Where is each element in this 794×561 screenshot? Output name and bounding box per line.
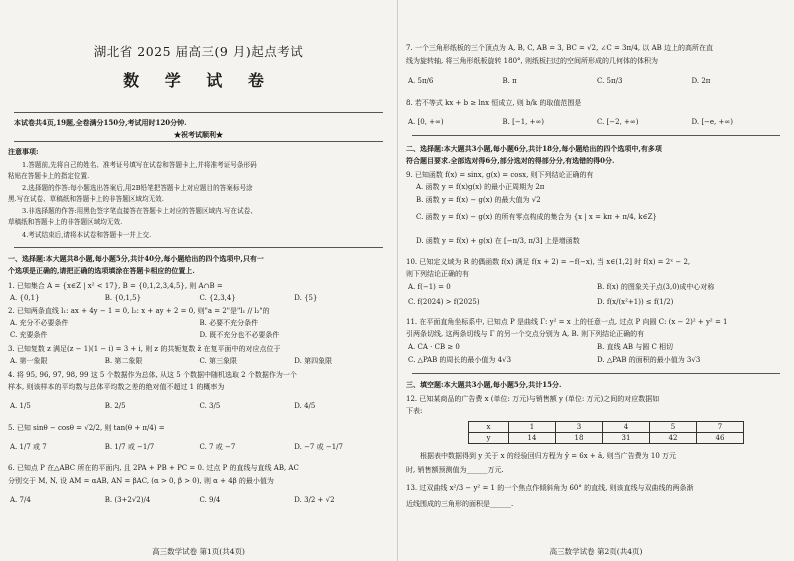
exam-page-2 [397,0,794,561]
table-row [469,422,744,433]
exam-title: 湖北省 2025 届高三(9 月)起点考试 [93,44,304,59]
question-4-options [0,402,397,411]
question-5: 5. 已知 sinθ − cosθ = √2/2, 则 tan(θ + π/4) = [8,424,165,432]
option-a: A. 第一象限 [10,357,48,365]
question-5-options [0,443,397,452]
data-table [468,421,744,444]
option-d: D. 2π [691,77,711,85]
divider [412,135,780,136]
exam-intro: 本试卷共4页,19题,全卷满分150分,考试用时120分钟. [14,119,187,127]
question-11: 引两条切线, 这两条切线与 Γ 的另一个交点分别为 A, B. 则下列结论正确的有 [406,330,645,338]
section2-header: 二、选择题:本大题共3小题,每小题6分,共计18分,每小题给出的四个选项中,有多项 [406,145,662,153]
table-cell: 46 [697,433,744,444]
question-6-options [0,496,397,505]
section1-header: 一、选择题:本大题共8小题,每小题5分,共计40分,每小题给出的四个选项中,只有一 [8,255,264,263]
subject-title: 数 学 试 卷 [123,71,274,90]
table-cell: 14 [509,433,556,444]
option-b: B. π [502,77,517,85]
question-9: 9. 已知函数 f(x) = sinx, g(x) = cosx, 则下列结论正确的有 [406,171,594,179]
notice-line: 黑.写在试卷、草稿纸和答题卡上的非答题区域均无效. [8,195,164,203]
option-c: C. f(2024) > f(2025) [408,298,480,306]
question-9-option-d: D. 函数 y = f(x) + g(x) 在 [−π/3, π/3] 上是增函数 [416,237,580,245]
option-b: B. f(x) 的图象关于点(3,0)成中心对称 [597,283,715,291]
option-a: A. [0, +∞) [408,118,444,126]
section2-header: 符合题目要求.全部选对得6分,部分选对的得部分分,有选错的得0分. [406,157,615,165]
question-7: 线为旋转轴, 将三角形纸板旋转 180°, 则纸板扫过的空间所形成的几何体的体积为 [406,57,658,65]
option-b: B. 直线 AB 与圆 C 相切 [597,343,674,351]
question-7-options [398,77,794,86]
table-cell: 7 [697,422,744,433]
question-6: 分别交于 M, N, 设 AM = αAB, AN = βAC, (α > 0, β > 0), 则 α + 4β 的最小值为 [8,477,274,485]
notice-line: 4.考试结束后,请将本试卷和答题卡一并上交. [22,231,152,239]
option-b: B. (3+2√2)/4 [104,496,151,504]
option-b: B. [−1, +∞) [502,118,545,126]
table-header-cell: x [469,422,509,433]
option-a: A. 充分不必要条件 [10,319,69,327]
question-8-options [398,118,794,127]
question-13: 近线围成的三角形的面积是______. [406,500,514,508]
question-12: 下表: [406,407,423,415]
option-a: A. {0,1} [10,294,40,302]
option-d: D. −7 或 −1/7 [294,443,343,451]
question-11-options [398,356,794,365]
option-d: D. △PAB 的面积的最小值为 3√3 [597,356,701,364]
question-2-options [0,319,397,328]
option-b: B. 必要不充分条件 [199,319,259,327]
table-header-cell: y [469,433,509,444]
question-2-options [0,331,397,340]
option-c: C. 7 或 −7 [199,443,236,451]
option-c: C. △PAB 的周长的最小值为 4√3 [408,356,512,364]
question-11-options [398,343,794,352]
option-d: D. f(x/(x²+1)) ≤ f(1/2) [597,298,674,306]
table-cell: 31 [603,433,650,444]
option-a: A. f(−1) = 0 [408,283,451,291]
question-9-option-b: B. 函数 y = f(x) − g(x) 的最大值为 √2 [416,196,541,204]
question-1-options [0,294,397,303]
option-b: B. 第二象限 [104,357,143,365]
notice-line: 3.非选择题的作答:用黑色签字笔直接答在答题卡上对应的答题区域内.写在试卷、 [22,207,257,215]
divider [14,141,383,142]
question-9-option-a: A. 函数 y = f(x)g(x) 的最小正周期为 2π [416,183,545,191]
page-footer: 高三数学试卷 第1页(共4页) [152,547,245,557]
divider [14,247,383,248]
question-9-option-c: C. 函数 y = f(x) − g(x) 的所有零点构成的集合为 {x | x = kπ + π/4, k∈Z} [416,213,657,221]
option-a: A. 1/7 或 7 [10,443,47,451]
table-cell: 4 [603,422,650,433]
option-b: B. 2/5 [104,402,126,410]
option-d: D. 3/2 + √2 [294,496,335,504]
option-c: C. 3/5 [199,402,221,410]
question-4: 样本, 则该样本的平均数与总体平均数之差的绝对值不超过 1 的概率为 [8,383,225,391]
option-a: A. 7/4 [10,496,31,504]
question-13: 13. 过双曲线 x²/3 − y² = 1 的一个焦点作倾斜角为 60° 的直线, 则该直线与双曲线的两条渐 [406,484,694,492]
section3-header: 三、填空题:本大题共3小题,每小题5分,共计15分. [406,381,562,389]
option-b: B. 1/7 或 −1/7 [104,443,155,451]
option-c: C. 第三象限 [199,357,238,365]
question-12: 时, 销售额预测值为______万元. [406,466,504,474]
table-cell: 5 [650,422,697,433]
table-cell: 18 [556,433,603,444]
notice-line: 粘贴在答题卡上的指定位置. [8,172,90,180]
question-10-options [398,298,794,307]
option-d: D. 既不充分也不必要条件 [199,331,280,339]
table-cell: 1 [509,422,556,433]
option-b: B. {0,1,5} [104,294,142,302]
option-c: C. 充要条件 [10,331,48,339]
option-a: A. 5π/6 [408,77,434,85]
question-11: 11. 在平面直角坐标系中, 已知点 P 是曲线 Γ: y² = x 上的任意一点, 过点 P 向圆 C: (x − 2)² + y² = 1 [406,318,728,326]
option-d: D. 第四象限 [294,357,333,365]
option-c: C. 9/4 [199,496,221,504]
option-c: C. 5π/3 [597,77,623,85]
notice-line: 2.选择题的作答:每小题选出答案后,用2B铅笔把答题卡上对应题目的答案标号涂 [22,184,253,192]
option-a: A. 1/5 [10,402,31,410]
question-12: 根据表中数据得到 y 关于 x 的经验回归方程为 ŷ = 6x + â, 则当广告费为 10 万元 [420,452,676,460]
divider [412,373,780,374]
question-2: 2. 已知两条直线 l₁: ax + 4y − 1 = 0, l₂: x + ay + 2 = 0, 则"a = 2"是"l₁ // l₂"的 [8,307,270,315]
question-4: 4. 将 95, 96, 97, 98, 99 这 5 个数据作为总体, 从这 5 个数据中随机选取 2 个数据作为一个 [8,371,297,379]
notice-title: 注意事项: [8,148,39,156]
table-cell: 42 [650,433,697,444]
option-d: D. 4/5 [294,402,316,410]
question-1: 1. 已知集合 A = {x∈Z | x² < 17}, B = {0,1,2,3,4,5}, 则 A∩B = [8,282,223,290]
option-d: D. [−e, +∞) [691,118,733,126]
good-luck: ★祝考试顺利★ [174,131,223,139]
question-10-options [398,283,794,292]
table-row [469,433,744,444]
option-d: D. {5} [294,294,318,302]
table-cell: 3 [556,422,603,433]
question-3: 3. 已知复数 z 满足(z − 1)(1 − i) = 3 + i, 则 z 的共轭复数 z̄ 在复平面中的对应点位于 [8,345,281,353]
question-10: 10. 已知定义域为 R 的偶函数 f(x) 满足 f(x + 2) = −f(−x), 当 x∈(1,2] 时 f(x) = 2ˣ − 2, [406,258,691,266]
page-footer: 高三数学试卷 第2页(共4页) [549,547,643,557]
notice-line: 草稿纸和答题卡上的非答题区域均无效. [8,218,123,226]
question-6: 6. 已知点 P 在△ABC 所在的平面内, 且 2PA + PB + PC = 0. 过点 P 的直线与直线 AB, AC [8,464,299,472]
option-c: C. [−2, +∞) [597,118,639,126]
divider [14,112,383,113]
option-c: C. {2,3,4} [199,294,236,302]
question-8: 8. 若不等式 kx + b ≥ lnx 恒成立, 则 b/k 的取值范围是 [406,99,582,107]
question-12: 12. 已知某商品的广告费 x (单位: 万元)与销售额 y (单位: 万元)之间的对应数据如 [406,395,660,403]
section1-header: 个选项是正确的,请把正确的选项填涂在答题卡相应的位置上. [8,267,195,275]
question-7: 7. 一个三角形纸板的三个顶点为 A, B, C, AB = 3, BC = √2, ∠C = 3π/4, 以 AB 边上的高所在直 [406,44,714,52]
question-3-options [0,357,397,366]
question-10: 则下列结论正确的有 [406,270,469,278]
option-a: A. CA · CB ≥ 0 [408,343,460,351]
notice-line: 1.答题前,先将自己的姓名、准考证号填写在试卷和答题卡上,并将准考证号条形码 [22,161,257,169]
